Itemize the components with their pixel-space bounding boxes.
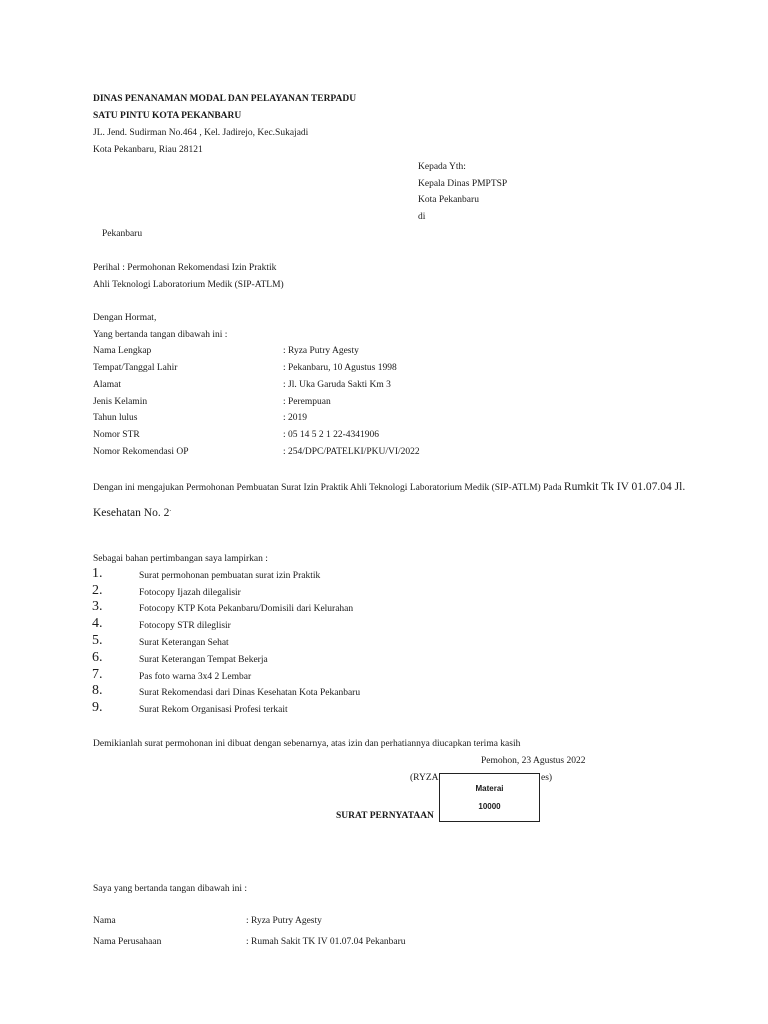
list-item: Surat Keterangan Sehat xyxy=(139,638,229,648)
statement-value: : Rumah Sakit TK IV 01.07.04 Pekanbaru xyxy=(246,937,406,947)
list-item: Fotocopy KTP Kota Pekanbaru/Domisili dari Kelurahan xyxy=(139,604,354,614)
statement-title: SURAT PERNYATAAN xyxy=(336,811,434,821)
detail-value: : Ryza Putry Agesty xyxy=(283,346,359,356)
detail-label: Alamat xyxy=(93,380,121,390)
recipient-name: Kepala Dinas PMPTSP xyxy=(418,179,508,189)
list-number: 2. xyxy=(92,583,103,598)
closing-text: Demikianlah surat permohonan ini dibuat dengan sebenarnya, atas izin dan perhatiannya diucapkan terima kasih xyxy=(93,739,521,749)
greeting: Dengan Hormat, xyxy=(93,313,157,323)
detail-label: Tahun lulus xyxy=(93,413,138,423)
request-text: Dengan ini mengajukan Permohonan Pembuatan Surat Izin Praktik Ahli Teknologi Laboratorium Medik (SIP-ATLM) Pada Rumkit Tk IV 01.07.04 Jl. xyxy=(93,481,686,493)
list-item: Fotocopy STR dileglisir xyxy=(139,621,231,631)
materai-stamp xyxy=(439,773,540,822)
letterhead-city: Kota Pekanbaru, Riau 28121 xyxy=(93,145,203,155)
detail-label: Nomor Rekomendasi OP xyxy=(93,447,189,457)
signature-name-right: es) xyxy=(541,773,553,783)
list-number: 6. xyxy=(92,650,103,665)
list-item: Surat Keterangan Tempat Bekerja xyxy=(139,655,268,665)
request-place-a: Rumkit Tk IV 01.07.04 Jl. xyxy=(563,481,686,493)
recipient-city: Kota Pekanbaru xyxy=(418,195,479,205)
request-place-b: Kesehatan No. 2. xyxy=(93,505,172,519)
attachments-intro: Sebagai bahan pertimbangan saya lampirkan : xyxy=(93,554,268,564)
detail-label: Nama Lengkap xyxy=(93,346,152,356)
subject-line1: Perihal : Permohonan Rekomendasi Izin Praktik xyxy=(93,263,277,273)
list-item: Pas foto warna 3x4 2 Lembar xyxy=(139,672,252,682)
list-number: 5. xyxy=(92,633,103,648)
detail-label: Tempat/Tanggal Lahir xyxy=(93,363,178,373)
signature-name-left: (RYZA xyxy=(410,773,439,783)
list-item: Surat permohonan pembuatan surat izin Praktik xyxy=(139,571,321,581)
letterhead-subtitle: SATU PINTU KOTA PEKANBARU xyxy=(93,111,242,121)
list-number: 1. xyxy=(92,566,103,581)
intro-text: Yang bertanda tangan dibawah ini : xyxy=(93,330,228,340)
detail-value: : 254/DPC/PATELKI/PKU/VI/2022 xyxy=(283,447,420,457)
list-number: 4. xyxy=(92,616,103,631)
statement-intro: Saya yang bertanda tangan dibawah ini : xyxy=(93,884,248,894)
detail-value: : 05 14 5 2 1 22-4341906 xyxy=(283,430,380,440)
applicant-date: Pemohon, 23 Agustus 2022 xyxy=(481,756,586,766)
recipient-place: Pekanbaru xyxy=(102,229,143,239)
statement-value: : Ryza Putry Agesty xyxy=(246,916,322,926)
letterhead-address: JL. Jend. Sudirman No.464 , Kel. Jadirejo, Kec.Sukajadi xyxy=(93,128,309,138)
list-number: 9. xyxy=(92,700,103,715)
letterhead-title: DINAS PENANAMAN MODAL DAN PELAYANAN TERPADU xyxy=(93,94,357,104)
detail-label: Nomor STR xyxy=(93,430,140,440)
list-item: Surat Rekom Organisasi Profesi terkait xyxy=(139,705,288,715)
stamp-label: Materai xyxy=(475,784,504,793)
list-number: 8. xyxy=(92,683,103,698)
detail-value: : 2019 xyxy=(283,413,308,423)
subject-line2: Ahli Teknologi Laboratorium Medik (SIP-ATLM) xyxy=(93,280,284,290)
stamp-value: 10000 xyxy=(478,802,501,811)
detail-value: : Jl. Uka Garuda Sakti Km 3 xyxy=(283,380,391,390)
list-item: Fotocopy Ijazah dilegalisir xyxy=(139,588,241,598)
detail-label: Jenis Kelamin xyxy=(93,397,148,407)
list-number: 3. xyxy=(92,599,103,614)
detail-value: : Pekanbaru, 10 Agustus 1998 xyxy=(283,363,397,373)
recipient-to: Kepada Yth: xyxy=(418,162,466,172)
list-number: 7. xyxy=(92,667,103,682)
statement-label: Nama xyxy=(93,916,116,926)
recipient-di: di xyxy=(418,212,426,222)
detail-value: : Perempuan xyxy=(283,397,331,407)
list-item: Surat Rekomendasi dari Dinas Kesehatan Kota Pekanbaru xyxy=(139,688,361,698)
statement-label: Nama Perusahaan xyxy=(93,937,162,947)
